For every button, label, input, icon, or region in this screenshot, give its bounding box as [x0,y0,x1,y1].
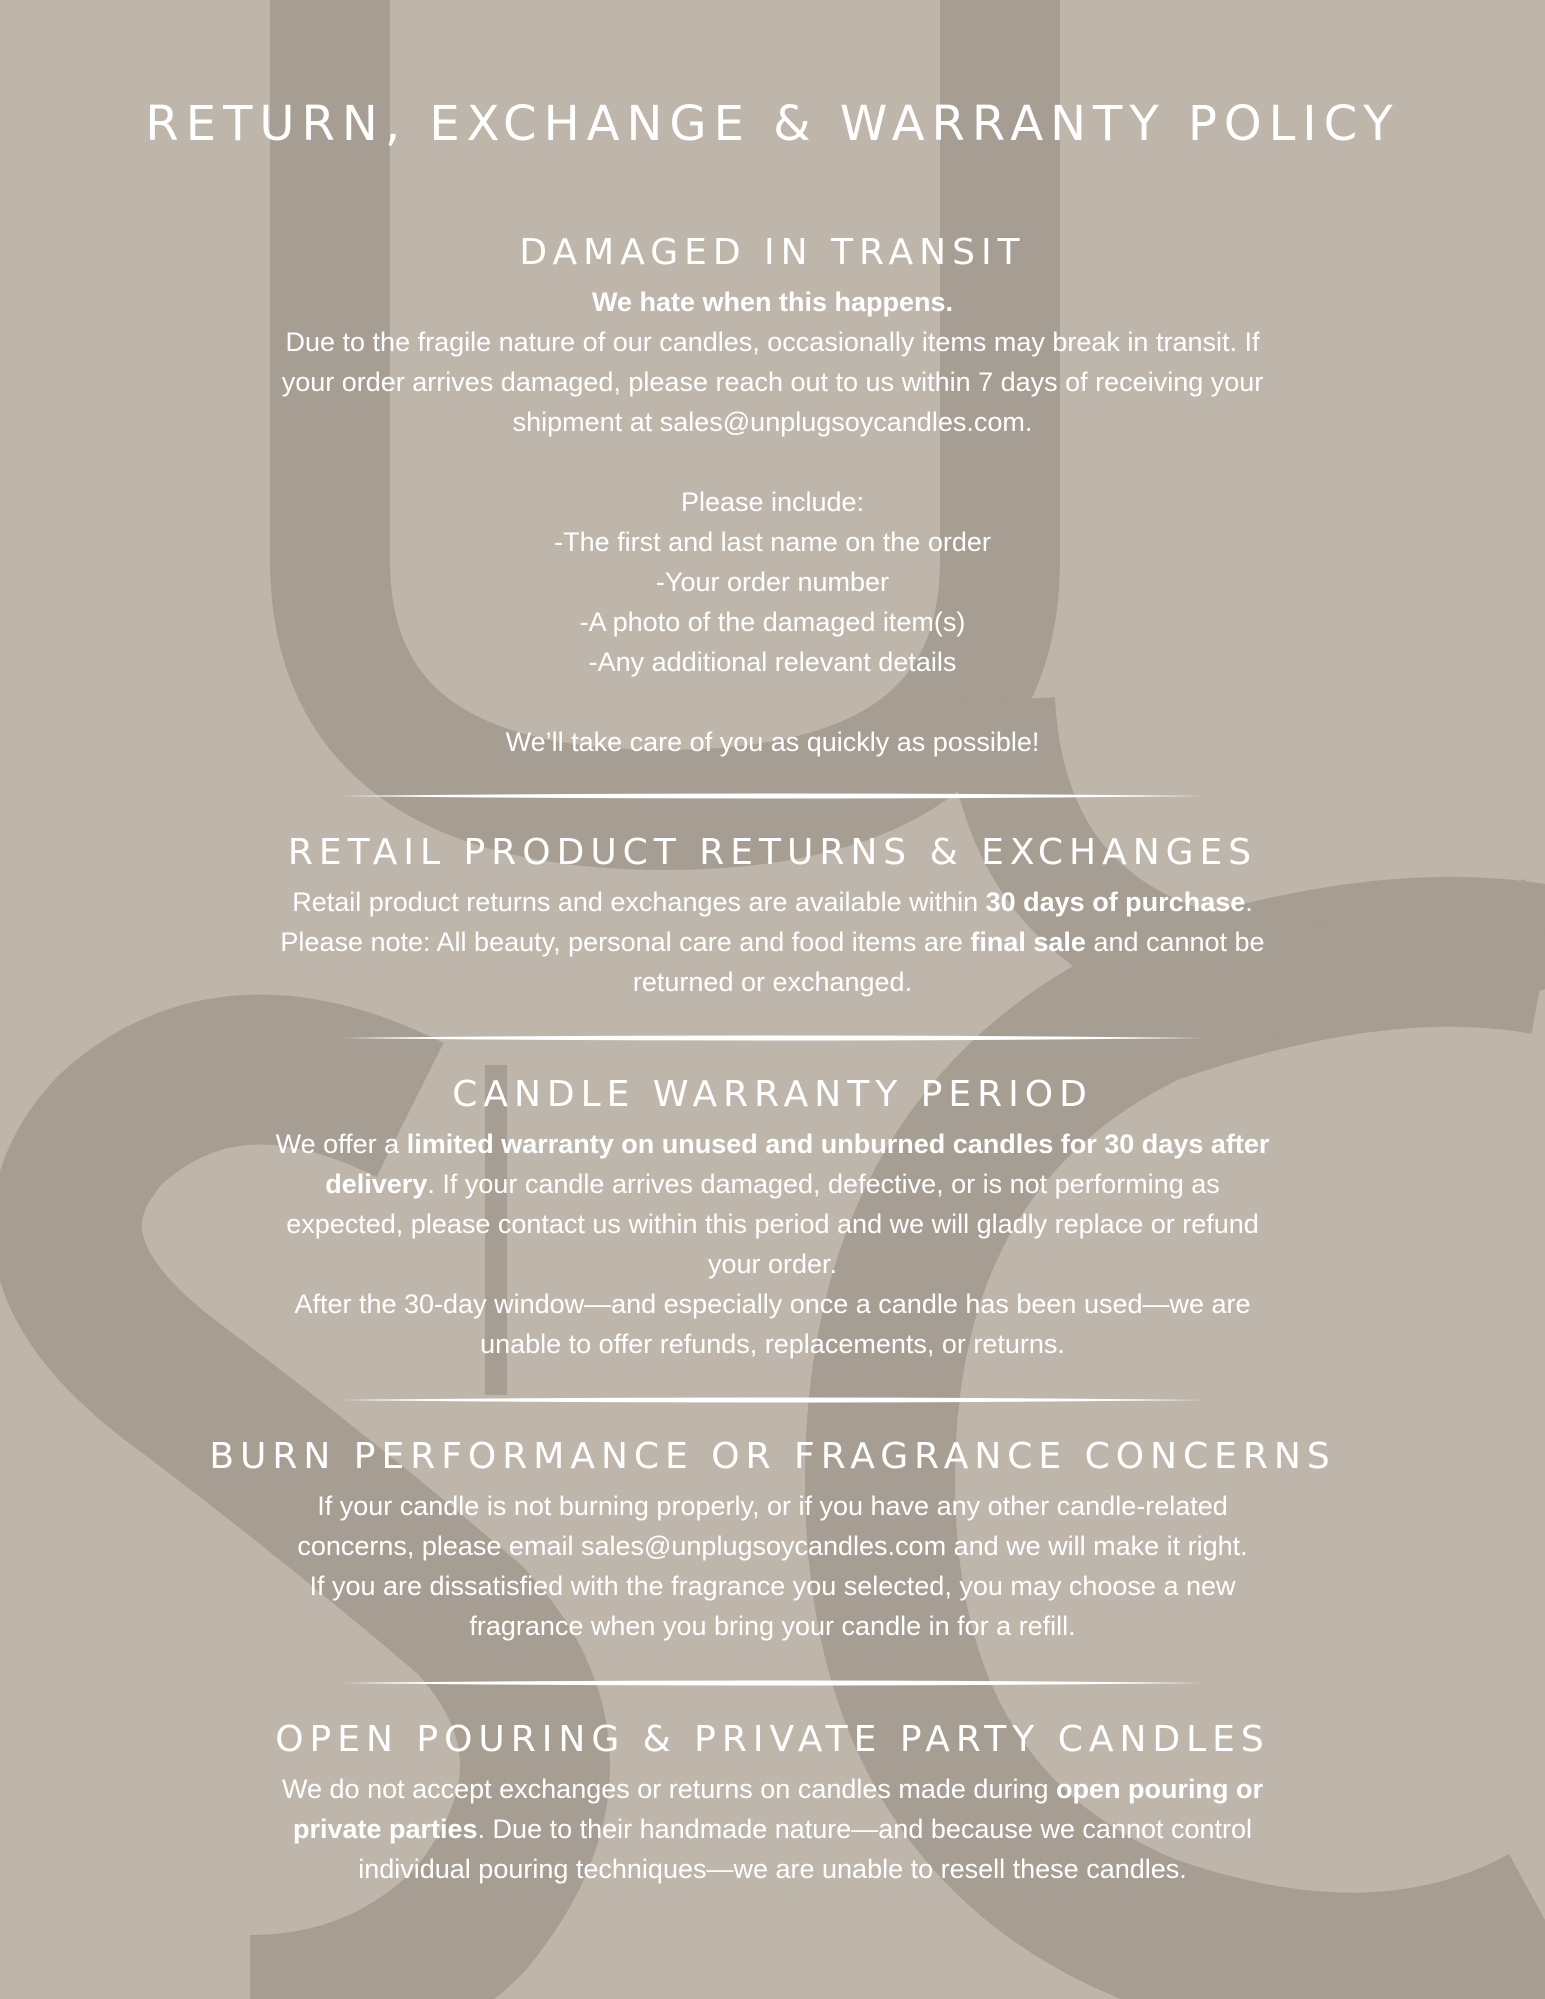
section-divider [340,1679,1205,1687]
section-burn-performance [0,1432,1545,1646]
section-body [0,1769,1545,1889]
section-title: CANDLE WARRANTY PERIOD [452,1074,1093,1115]
section-title: DAMAGED IN TRANSIT [519,232,1026,273]
body-text: Retail product returns and exchanges are available within [292,887,986,917]
emphasis-text: open pouring or [1056,1774,1263,1804]
section-title: RETAIL PRODUCT RETURNS & EXCHANGES [287,832,1258,873]
section-divider [340,792,1205,800]
body-text: . If your candle arrives damaged, defective, or is not performing as [427,1169,1220,1199]
body-line: your order arrives damaged, please reach out to us within 7 days of receiving your [281,367,1264,397]
emphasis-text: delivery [325,1169,428,1199]
section-divider [340,1396,1205,1404]
section-body [0,1124,1545,1364]
body-line: If your candle is not burning properly, or if you have any other candle-related [317,1491,1228,1521]
section-title: OPEN POURING & PRIVATE PARTY CANDLES [275,1719,1270,1760]
section-damaged-in-transit [0,228,1545,762]
section-body [0,282,1545,762]
emphasis-text: limited warranty on unused and unburned candles for 30 days after [406,1129,1270,1159]
body-text: Please note: All beauty, personal care and food items are [280,927,971,957]
body-line: expected, please contact us within this period and we will gladly replace or refund [286,1209,1259,1239]
body-line: concerns, please email sales@unplugsoycandles.com and we will make it right. [297,1531,1248,1561]
section-retail-returns [0,828,1545,1002]
body-line: Due to the fragile nature of our candles, occasionally items may break in transit. If [285,327,1260,357]
body-line: returned or exchanged. [632,967,913,997]
body-line: your order. [707,1249,838,1279]
lead-text: We hate when this happens. [591,287,954,317]
body-text: and cannot be [1085,927,1265,957]
body-line: shipment at sales@unplugsoycandles.com. [512,407,1033,437]
body-line: individual pouring techniques—we are unable to resell these candles. [358,1854,1187,1884]
emphasis-text: 30 days of purchase [985,887,1246,917]
section-candle-warranty [0,1070,1545,1364]
body-line: If you are dissatisfied with the fragrance you selected, you may choose a new [309,1571,1236,1601]
body-line: fragrance when you bring your candle in for a refill. [469,1611,1076,1641]
list-item: -Any additional relevant details [588,647,957,677]
body-line: After the 30-day window—and especially once a candle has been used—we are [294,1289,1251,1319]
closing-text: We’ll take care of you as quickly as possible! [505,727,1040,757]
section-body [0,1486,1545,1646]
body-text: We do not accept exchanges or returns on candles made during [282,1774,1056,1804]
section-divider [340,1034,1205,1042]
list-item: -Your order number [655,567,890,597]
body-text: . [1245,887,1253,917]
section-body [0,882,1545,1002]
body-line: unable to offer refunds, replacements, or returns. [480,1329,1065,1359]
emphasis-text: private parties [292,1814,478,1844]
list-item: -The first and last name on the order [554,527,991,557]
section-open-pouring [0,1715,1545,1889]
list-item: -A photo of the damaged item(s) [579,607,966,637]
page-title: RETURN, EXCHANGE & WARRANTY POLICY [145,96,1400,152]
body-text: . Due to their handmade nature—and because we cannot control [477,1814,1253,1844]
include-heading: Please include: [680,487,865,517]
body-text: We offer a [275,1129,407,1159]
emphasis-text: final sale [970,927,1086,957]
section-title: BURN PERFORMANCE OR FRAGRANCE CONCERNS [209,1436,1336,1477]
